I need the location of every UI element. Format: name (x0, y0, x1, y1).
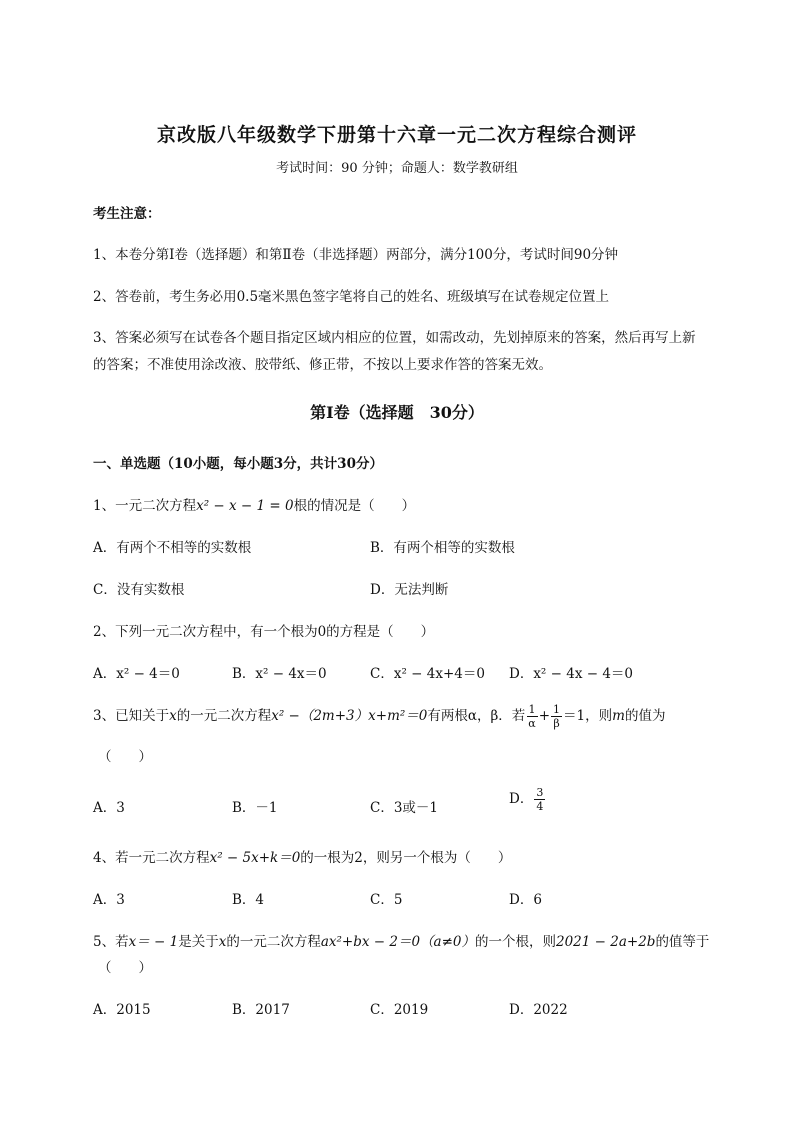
q2-option-c[interactable]: C．x² − 4x+4＝0 (370, 666, 485, 682)
q5-option-b[interactable]: B．2017 (232, 1002, 290, 1018)
q3-equation: x² −（2m+3）x+m²＝0 (271, 708, 428, 724)
q3-plus: + (538, 708, 551, 724)
q5-var-x: x (218, 934, 227, 950)
q1-prefix: 1、一元二次方程 (93, 498, 197, 514)
q1-equation: x² − x − 1 = 0 (196, 498, 294, 514)
notice-heading: 考生注意： (93, 206, 161, 222)
q5-option-d[interactable]: D．2022 (509, 1002, 568, 1018)
question-2-stem: 2、下列一元二次方程中，有一个根为0的方程是（ ） (93, 624, 435, 640)
q4-text-2: 的一根为2，则另一个根为（ ） (300, 850, 512, 866)
q3-option-d[interactable] (509, 786, 546, 813)
q4-option-b[interactable]: B．4 (232, 892, 265, 908)
q3-option-d-denominator: 4 (536, 800, 544, 813)
q3-answer-blank: （ ） (98, 749, 152, 765)
q1-suffix: 根的情况是（ ） (293, 498, 416, 514)
q4-option-c[interactable]: C．5 (370, 892, 403, 908)
q4-equation: x² − 5x+k＝0 (209, 850, 301, 866)
q3-var-x: x (169, 708, 177, 724)
notice-item-3-line-2: 的答案；不准使用涂改液、胶带纸、修正带，不按以上要求作答的答案无效。 (93, 357, 552, 373)
q3-text-3: 有两根α，β．若 (427, 708, 526, 724)
q2-option-b[interactable]: B．x² − 4x＝0 (232, 666, 327, 682)
q3-fraction-1 (526, 703, 537, 730)
notice-item-2: 2、答卷前，考生务必用0.5毫米黑色签字笔将自己的姓名、班级填写在试卷规定位置上 (93, 289, 610, 305)
q5-text-4: 的一个根，则 (475, 934, 556, 950)
q1-option-a[interactable]: A．有两个不相等的实数根 (93, 540, 252, 556)
q3-var-m: m (612, 708, 625, 724)
q3-option-b[interactable]: B．－1 (232, 800, 278, 816)
q1-option-d[interactable]: D．无法判断 (370, 582, 449, 598)
notice-item-1: 1、本卷分第Ⅰ卷（选择题）和第Ⅱ卷（非选择题）两部分，满分100分，考试时间90分钟 (93, 247, 619, 263)
q3-frac1-denominator: α (528, 717, 536, 730)
q5-text-2: 是关于 (178, 934, 219, 950)
q3-text-1: 3、已知关于 (93, 708, 170, 724)
q4-option-d[interactable]: D．6 (509, 892, 542, 908)
q5-text-1: 5、若 (93, 934, 129, 950)
page-title: 京改版八年级数学下册第十六章一元二次方程综合测评 (156, 124, 637, 146)
q3-fraction-2 (551, 703, 562, 730)
question-3-stem (93, 703, 665, 730)
q2-option-d[interactable]: D．x² − 4x − 4＝0 (509, 666, 634, 682)
q4-text-1: 4、若一元二次方程 (93, 850, 210, 866)
q3-option-d-fraction (534, 786, 545, 813)
q5-text-3: 的一元二次方程 (226, 934, 321, 950)
section-title: 第Ⅰ卷（选择题 30分） (310, 403, 484, 422)
part-heading: 一、单选题（10小题，每小题3分，共计30分） (93, 456, 383, 472)
q3-frac1-numerator: 1 (528, 703, 536, 716)
q3-option-d-label: D． (509, 791, 534, 807)
q5-option-c[interactable]: C．2019 (370, 1002, 429, 1018)
q2-option-a[interactable]: A．x² − 4＝0 (93, 666, 180, 682)
q1-option-b[interactable]: B．有两个相等的实数根 (370, 540, 515, 556)
q5-text-5: 的值等于 (655, 934, 710, 950)
q3-frac2-denominator: β (553, 717, 560, 730)
notice-item-3-line-1: 3、答案必须写在试卷各个题目指定区域内相应的位置，如需改动，先划掉原来的答案，然后再写上新 (93, 330, 696, 346)
q5-expression: 2021 − 2a+2b (556, 934, 656, 950)
q3-text-2: 的一元二次方程 (176, 708, 272, 724)
q5-equation: ax²+bx − 2＝0（a≠0） (320, 934, 475, 950)
q3-text-4: ＝1，则 (563, 708, 613, 724)
q4-option-a[interactable]: A．3 (93, 892, 125, 908)
q3-option-c[interactable]: C．3或－1 (370, 800, 439, 816)
question-5-stem (93, 930, 709, 950)
question-4-stem (93, 846, 511, 866)
q5-answer-blank: （ ） (98, 960, 152, 976)
q3-option-a[interactable]: A．3 (93, 800, 125, 816)
q3-option-d-numerator: 3 (536, 786, 544, 799)
q5-option-a[interactable]: A．2015 (93, 1002, 151, 1018)
q3-text-5: 的值为 (624, 708, 666, 724)
question-1-stem (93, 494, 415, 514)
q1-option-c[interactable]: C．没有实数根 (93, 582, 185, 598)
q3-frac2-numerator: 1 (553, 703, 561, 716)
exam-info: 考试时间：90 分钟；命题人：数学教研组 (276, 161, 518, 176)
q5-condition: x＝ − 1 (128, 934, 179, 950)
